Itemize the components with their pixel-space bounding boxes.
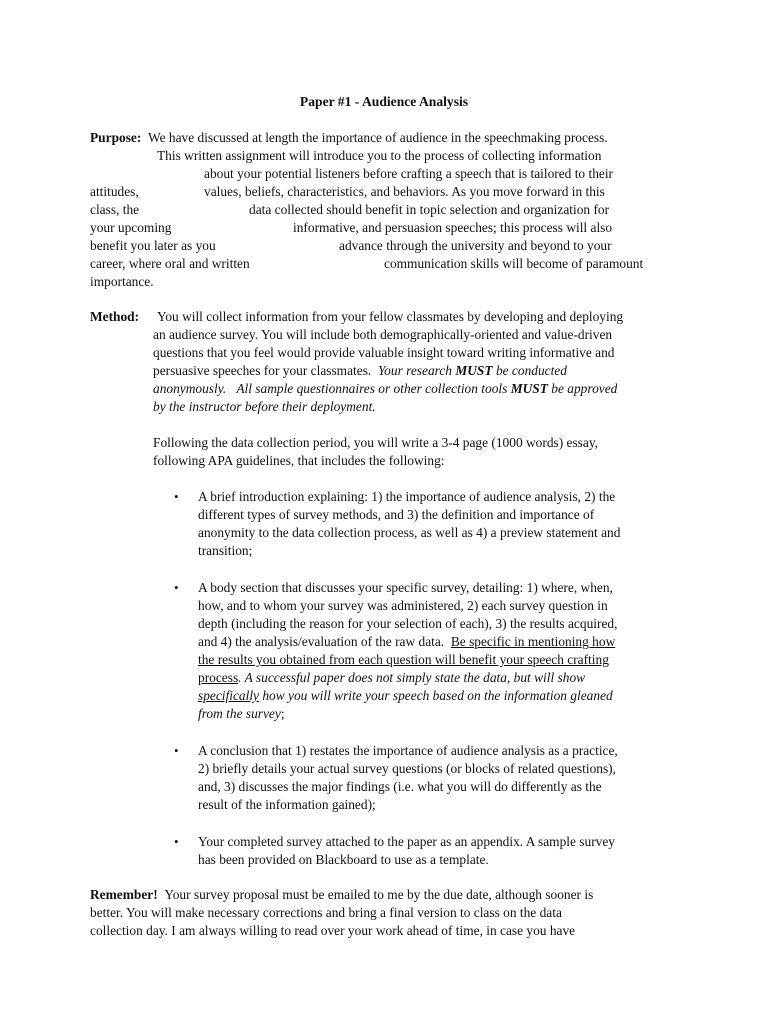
purpose-line-8a: career, where oral and written: [90, 256, 250, 271]
method-line-2: an audience survey. You will include both demographically-oriented and value-driven: [153, 327, 613, 342]
purpose-line-7b: advance through the university and beyond to your: [339, 238, 612, 253]
method-italic-2: be conducted: [495, 363, 567, 378]
bullet-2-line-7u: specifically: [198, 688, 259, 703]
bullet-2-line-8i: from the survey: [198, 706, 281, 721]
purpose-line-5a: class, the: [90, 202, 140, 217]
purpose-line-6a: your upcoming: [90, 220, 172, 235]
bullet-2-line-6: [198, 669, 585, 687]
method-must-1: MUST: [455, 363, 493, 378]
purpose-line-1: We have discussed at length the importance of audience in the speechmaking process.: [148, 130, 608, 145]
bullet-2-line-7i: how you will write your speech based on the information gleaned: [262, 688, 613, 703]
purpose-line-4a: attitudes,: [90, 184, 139, 199]
method-italic-line2b: All sample questionnaires or other collection tools: [236, 381, 508, 396]
method-italic-line3: by the instructor before their deployment.: [153, 399, 376, 414]
bullet-3-line-2: 2) briefly details your actual survey questions (or blocks of related questions),: [198, 761, 616, 776]
bullet-dot: •: [174, 834, 179, 849]
remember-line-2: better. You will make necessary corrections and bring a final version to class on the data: [90, 905, 562, 920]
bullet-2-line-4a: and 4) the analysis/evaluation of the raw data.: [198, 634, 445, 649]
purpose-line-3: about your potential listeners before crafting a speech that is tailored to their: [204, 166, 614, 181]
bullet-3-line-3: and, 3) discusses the major findings (i.e. what you will do differently as the: [198, 779, 602, 794]
bullet-2-line-5: [198, 651, 609, 669]
bullet-1-line-1: A brief introduction explaining: 1) the importance of audience analysis, 2) the: [198, 489, 616, 504]
method-line-3: questions that you feel would provide valuable insight toward writing informative and: [153, 345, 615, 360]
method-line-6: [153, 398, 376, 416]
bullet-4-line-1: Your completed survey attached to the paper as an appendix. A sample survey: [198, 834, 615, 849]
bullet-2-line-7: [198, 687, 613, 705]
remember-line-1-text: Your survey proposal must be emailed to me by the due date, although sooner is: [164, 887, 594, 902]
purpose-line-9: importance.: [90, 274, 154, 289]
method-must-2: MUST: [510, 381, 548, 396]
method-line-5: [153, 380, 617, 398]
following-line-2: following APA guidelines, that includes the following:: [153, 453, 445, 468]
purpose-label: Purpose:: [90, 130, 142, 145]
purpose-line-5b: data collected should benefit in topic selection and organization for: [249, 202, 610, 217]
remember-line-1: [90, 886, 593, 904]
bullet-2-line-8e: ;: [280, 706, 285, 721]
bullet-1-line-4: transition;: [198, 543, 253, 558]
bullet-2-line-4: [198, 633, 615, 651]
method-italic-line2a: anonymously.: [153, 381, 227, 396]
purpose-paragraph: [90, 129, 608, 147]
bullet-1-line-2: different types of survey methods, and 3) the definition and importance of: [198, 507, 595, 522]
bullet-3-line-1: A conclusion that 1) restates the importance of audience analysis as a practice,: [198, 743, 618, 758]
following-line-1: Following the data collection period, you will write a 3-4 page (1000 words) essay,: [153, 435, 599, 450]
bullet-4-line-2: has been provided on Blackboard to use as a template.: [198, 852, 489, 867]
remember-line-3: collection day. I am always willing to read over your work ahead of time, in case you have: [90, 923, 576, 938]
method-line-1: You will collect information from your fellow classmates by developing and deploying: [157, 309, 624, 324]
method-italic-line2c: be approved: [551, 381, 618, 396]
purpose-line-6b: informative, and persuasion speeches; this process will also: [293, 220, 613, 235]
method-line-4-text: persuasive speeches for your classmates.: [153, 363, 372, 378]
bullet-2-line-1: A body section that discusses your specific survey, detailing: 1) where, when,: [198, 580, 613, 595]
bullet-dot: •: [174, 489, 179, 504]
bullet-2-line-5u: the results you obtained from each question will benefit your speech crafting: [198, 652, 609, 667]
remember-label: Remember!: [90, 887, 158, 902]
method-italic-1: Your research: [377, 363, 452, 378]
bullet-2-line-6i: . A successful paper does not simply state the data, but will show: [238, 670, 586, 685]
bullet-2-line-2: how, and to whom your survey was administered, 2) each survey question in: [198, 598, 608, 613]
bullet-2-line-8: [198, 705, 285, 723]
purpose-line-8b: communication skills will become of paramount: [384, 256, 644, 271]
purpose-line-2: This written assignment will introduce you to the process of collecting information: [157, 148, 602, 163]
bullet-dot: •: [174, 743, 179, 758]
purpose-line-4b: values, beliefs, characteristics, and behaviors. As you move forward in this: [204, 184, 605, 199]
bullet-1-line-3: anonymity to the data collection process, as well as 4) a preview statement and: [198, 525, 621, 540]
purpose-line-7a: benefit you later as you: [90, 238, 216, 253]
method-label: Method:: [90, 309, 140, 324]
bullet-dot: •: [174, 580, 179, 595]
bullet-2-line-6u: process: [198, 670, 239, 685]
bullet-2-line-4u: Be specific in mentioning how: [450, 634, 616, 649]
bullet-2-line-3: depth (including the reason for your selection of each), 3) the results acquired,: [198, 616, 618, 631]
bullet-3-line-4: result of the information gained);: [198, 797, 376, 812]
page-title: Paper #1 - Audience Analysis: [299, 94, 469, 109]
method-line-4: [153, 362, 567, 380]
